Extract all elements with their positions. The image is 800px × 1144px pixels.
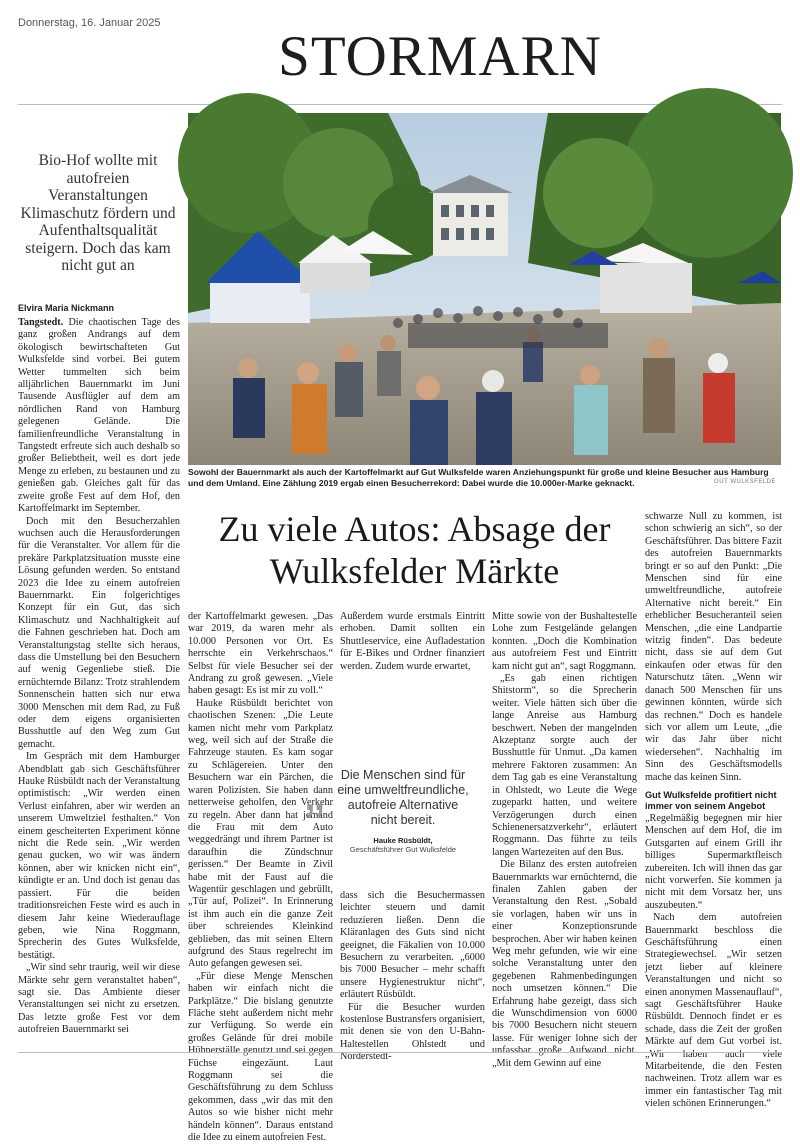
quote-text: Die Menschen sind für eine umweltfreundliche, autofreie Alternative nicht bereit.: [337, 768, 469, 827]
section-masthead: STORMARN: [278, 25, 602, 88]
subheading: Gut Wulksfelde profitiert nicht immer von seinem Angebot: [645, 789, 777, 812]
quote-author-role: Geschäftsführer Gut Wulksfelde: [349, 845, 457, 854]
paragraph: schwarze Null zu kommen, ist schon schwierig an sich“, so der Geschäftsführer. Das bittere Fazit des autofreien Bauernmarkts bringt er so auf den Punkt: „Die Menschen sind für eine umweltfreundliche, autofreie Alternative nicht bereit.“ Ein erheblicher Besucheranteil seien Menschen, „die eine Landpartie witzig finden“. Das bedeute nicht, dass sie auf dem Gut einkaufen oder etwas für den Naturschutz täten. „Wenn wir danach 500 Menschen für uns gewinnen könnten, würde sich das rechnen.“ Doch es handele sich vor allem um Leute, „die wir das Jahr über nicht wiedersehen“. Nachhaltig im Sinn des Geschäftsmodells mache das keinen Sinn.: [645, 511, 782, 783]
text-column-5: [645, 511, 782, 1110]
article-teaser: Bio-Hof wollte mit autofreien Veranstaltungen Klimaschutz fördern und Aufenthaltsqualität steigern. Doch das kam nicht gut an: [20, 152, 176, 274]
article-headline: Zu viele Autos: Absage der Wulksfelder Märkte: [218, 509, 611, 591]
paragraph: Nach dem autofreien Bauernmarkt beschloss die Geschäftsführung einen Strategiewechsel. „Wir setzen jetzt lieber auf kleinere Veranstaltungen und nicht so einen anonymen Massenauflauf“, sagt Geschäftsführer Hauke Rüsbüldt. Dennoch findet er es schade, dass die Zeit der großen Märkte auf dem Gut vorbei ist. „Wir haben auch viele Mitarbeitende, die den Festen nachweinen. Trotz allem war es immer ein fantastischer Tag mit vielen schönen Erinnerungen.“: [645, 912, 782, 1110]
market-crowd-image: [188, 113, 781, 465]
paragraph: Doch mit den Besucherzahlen wuchsen auch die Herausforderungen für die Veranstalter. Vor allem für die prekäre Parkplatzsituation musste eine Lösung gefunden werden. So entstand 2023 die Idee zu einem autofreien Bauernmarkt. Ein folgerichtiges Konzept für ein Gut, das sich Klimaschutz und Nachhaltigkeit auf die Fahnen geschrieben hat. Doch am Veranstaltungstag stellte sich heraus, dass die Umstellung bei den Besuchern auf wenig Gegenliebe stieß. Die ernüchternde Bilanz: Trotz strahlendem Sonnenschein hatten sich nur etwa 3000 Menschen mit dem Rad, zu Fuß oder dem eigens organisierten Busshuttle auf den Weg zum Gut gemacht.: [18, 515, 180, 750]
quote-mark: „: [305, 758, 325, 823]
paragraph: Die Bilanz des ersten autofreien Bauernmarkts war ernüchternd, die finalen Zahlen gaben der Veranstaltung den Rest. „Sobald sie vorlagen, haben wir uns in einer Konzeptionsrunde besprochen. Aber wir haben keinen Weg mehr gefunden, wie wir eine solche Veranstaltung unter den gegebenen Rahmenbedingungen noch umsetzen können.“ Die Erfahrung habe gezeigt, dass sich die Wunschdimension von 6000 bis 7000 Besuchern nicht steuern lasse. Für weniger lohne sich der unfassbar große Aufwand nicht. „Mit dem Gewinn auf eine: [492, 859, 637, 1069]
text-column-3-top: [340, 611, 485, 763]
issue-date: Donnerstag, 16. Januar 2025: [18, 17, 161, 29]
paragraph: Im Gespräch mit dem Hamburger Abendblatt gab sich Geschäftsführer Hauke Rüsbüldt nach der Veranstaltung optimistisch: „Wir werden einen Verlust einfahren, aber wir werden an unserem Umweltziel festhalten.“ Von einem gescheiterten Experiment könne nicht die Rede sein. „Wir werden genau gucken, wo wir was ändern können, aber wir knicken nicht ein“, kündigte er an. Und doch ist genau das passiert. Für die beiden traditionsreichen Feste wird es auch in diesem Jahr keine Wiederauflage geben, wie Nina Roggmann, Sprecherin des Gutes Wulksfelde, bestätigt.: [18, 751, 180, 961]
paragraph: Hauke Rüsbüldt berichtet von chaotischen Szenen: „Die Leute kamen nicht mehr vom Parkplatz weg, weil sich auf der Straße die Fahrzeuge stauten. Es kam sogar zu Schlägereien. Unter den Besuchern war ein Pärchen, die waren Polizisten. Sie haben dann netterweise geholfen, den Verkehr zu regeln. Aber dann hat jemand die Frau mit dem Auto weggedrängt und ihrem Partner ist daraufhin die Zündschnur gerissen.“ Der Beamte in Zivil habe mit der Faust auf die Wagentür geschlagen und gebrüllt, „Tür auf, Polizei“. In Erinnerung ist ihm auch ein die ganze Zeit über schreiendes Kleinkind geblieben, das mit seinen Eltern aufgrund des Staus regelrecht im Auto gefangen gewesen sei.: [188, 697, 333, 970]
pull-quote: [305, 758, 471, 854]
text-column-2: [188, 611, 333, 1144]
paragraph: Mitte sowie von der Bushaltestelle Lohe zum Festgelände gelangen konnten. „Doch die Kombination aus autofreiem Fest und Eintritt kam nicht gut an“, sagt Roggmann.: [492, 611, 637, 672]
paragraph: „Es gab einen richtigen Shitstorm“, so die Sprecherin weiter. Viele hätten sich über die lange Anreise aus Hamburg beschwert. Neben der mangelnden Akzeptanz sorgte auch der Busshuttle für Unmut. „Da kamen mehrere Faktoren zusammen: An dem Tag gab es eine Veranstaltung in Ohlstedt, wo Leute die Wege zugeparkt hatten, und weitere Verzögerungen durch einen Schienenersatzverkehr“, erläutert Roggmann. Das führte zu teils langen Wartezeiten auf den Bus.: [492, 673, 637, 858]
footer-rule: [18, 1052, 782, 1053]
paragraph: „Für diese Menge Menschen haben wir einfach nicht die Parkplätze.“ Die bislang genutzte Fläche steht außerdem nicht mehr zur Verfügung. So werde ein großes Gelände für drei mobile Hühnerställe genutzt und sei gegen Füchse eingezäunt. Laut Roggmann sei die Geschäftsführung zu dem Schluss gekommen, dass „wir das mit den Autos so wie bisher nicht mehr händeln können“. Daraus entstand die Idee zu einem autofreien Fest.: [188, 970, 333, 1144]
paragraph: dass sich die Besuchermassen leichter steuern und damit reduzieren ließen. Denn die Kläranlagen des Guts sind nicht geeignet, die Fäkalien von 10.000 Besuchern zu verarbeiten. „6000 bis 7000 Besucher – mehr schafft unsere Hygienestruktur nicht“, erläutert Rüsbüldt.: [340, 890, 485, 1001]
paragraph-text: Die chaotischen Tage des ganz großen Andrangs auf dem ökologisch bewirtschafteten Gut Wulksfelde sind vorbei. Bei gutem Wetter tummelten sich beim alljährlichen Bauernmarkt im Juni Tausende Ausflügler auf dem am nördlichen Rand von Hamburg gelegenen Gelände. Die familienfreundliche Veranstaltung in Tangstedt erfreute sich auch deshalb so großer Beliebtheit, weil es dort jede Menge zu erleben, zu bestaunen und zu genießen gab. Gleiches galt für das zweite große Fest auf dem Hof, den Kartoffelmarkt im September.: [18, 317, 181, 515]
paragraph: der Kartoffelmarkt gewesen. „Das war 2019, da waren mehr als 10.000 Personen vor Ort. Es herrschte ein Verkehrschaos.“ Selbst für viele Besucher sei der Andrang zu groß gewesen. „Viele haben gesagt: Es ist mir zu voll.“: [188, 611, 333, 697]
text-column-1: [18, 317, 180, 1047]
dateline: Tangstedt.: [18, 317, 64, 328]
photo-caption: Sowohl der Bauernmarkt als auch der Kartoffelmarkt auf Gut Wulksfelde waren Anziehungspunkt für große und kleine Besucher aus Hamburg und dem Umland. Eine Zählung 2019 ergab einen Besucherrekord: Dabei wurde die 10.000er-Marke geknackt.: [188, 467, 769, 488]
author-byline: Elvira Maria Nickmann: [18, 303, 115, 313]
paragraph: „Wir sind sehr traurig, weil wir diese Märkte sehr gern veranstaltet haben“, sagt sie. Das Ambiente dieser Veranstaltungen sei nicht zu ersetzen. Das letzte große Fest vor dem autofreien Bauernmarkt sei: [18, 962, 180, 1036]
text-column-3-bottom: [340, 890, 485, 1063]
paragraph: Außerdem wurde erstmals Eintritt erhoben. Damit sollten ein Shuttleservice, eine Aufladestation für E-Bikes und Ordner finanziert werden. Zudem wurde erwartet,: [340, 611, 485, 672]
photo-credit: GUT WULKSFELDE: [714, 479, 776, 485]
market-photo: [188, 113, 781, 465]
paragraph: [18, 317, 180, 516]
quote-author: Hauke Rüsbüldt,: [373, 836, 433, 845]
paragraph: „Regelmäßig begegnen mir hier Menschen auf dem Hof, die im Gutsgarten auf einem Grill ihr billiges Supermarktfleisch zubereiten. Ich will ihnen das gar nicht vorwerfen. Sie kommen ja nicht mit dem Vorsatz her, uns auszubeuten.“: [645, 812, 782, 911]
paragraph: Für die Besucher wurden kostenlose Bustransfers organisiert, mit denen sie von den U-Bahn-Haltestellen Ohlstedt und Norderstedt-: [340, 1001, 485, 1063]
text-column-4: [492, 611, 637, 1069]
